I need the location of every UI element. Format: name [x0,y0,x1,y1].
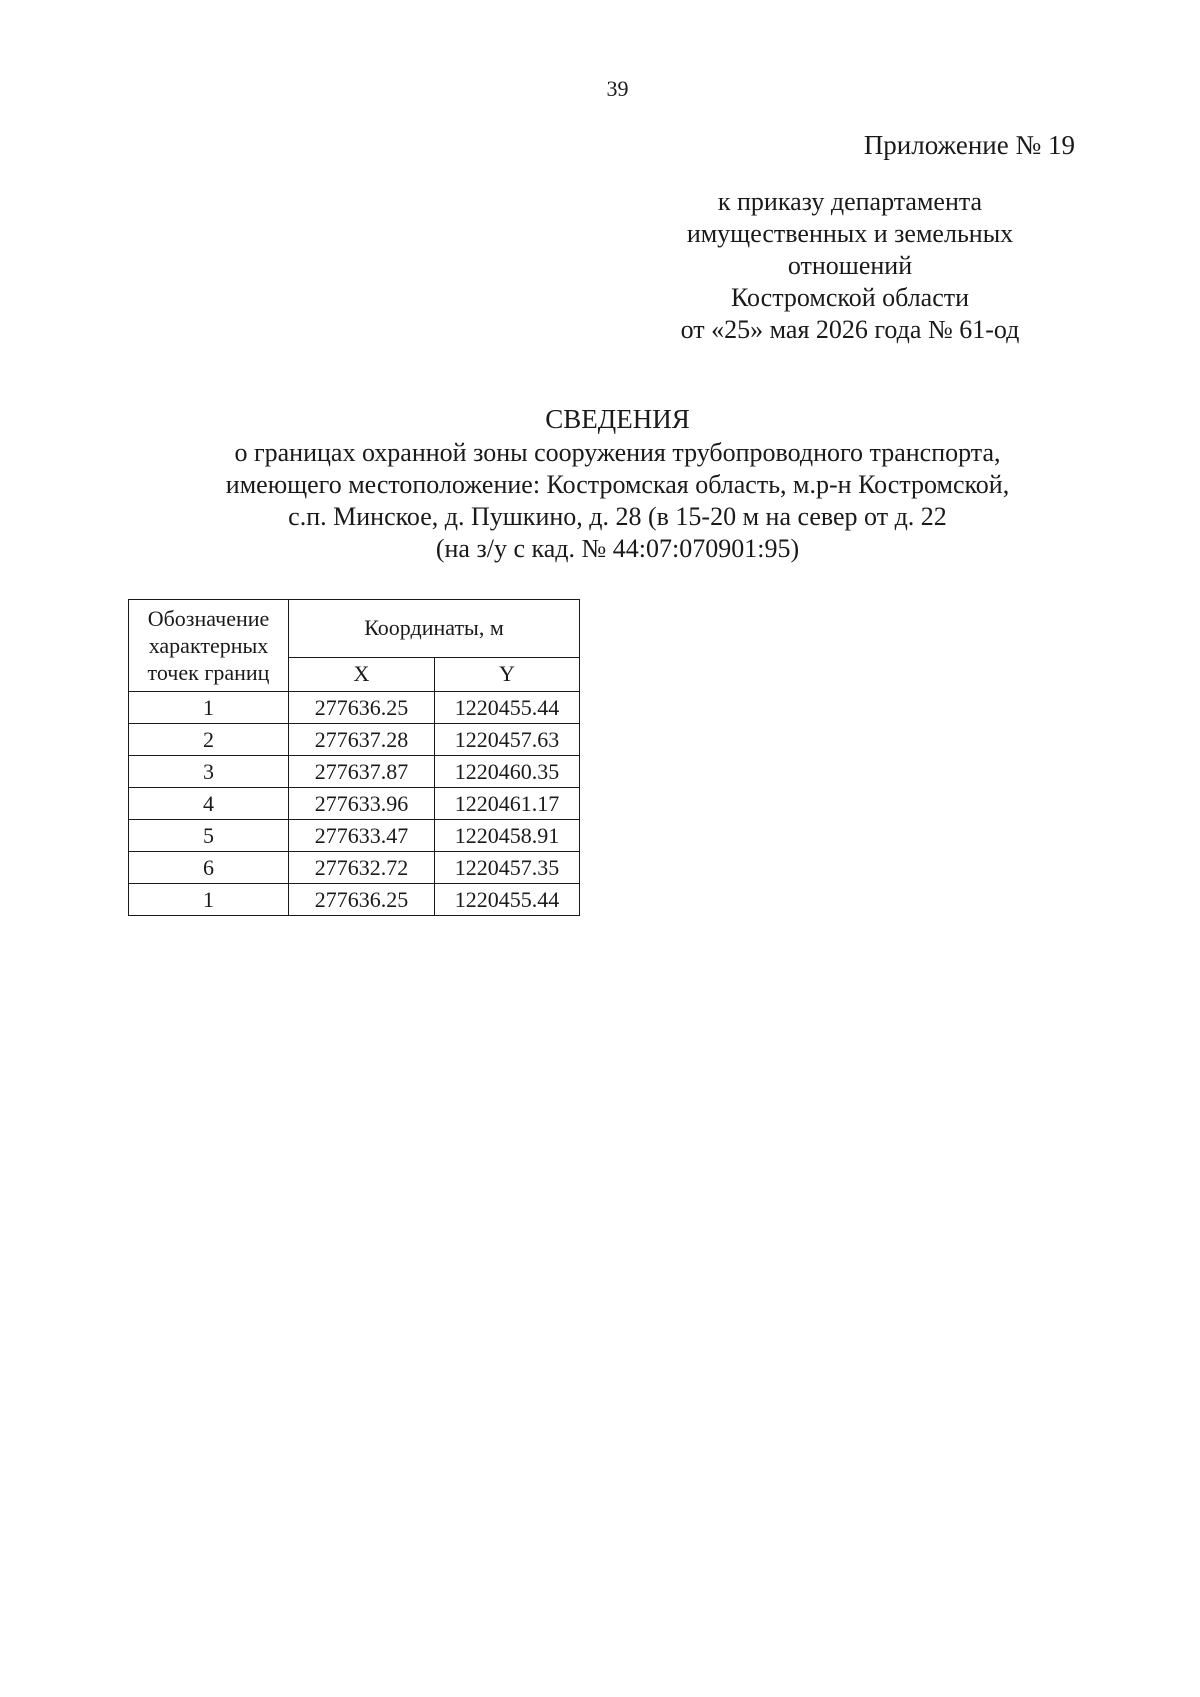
y-cell: 1220460.35 [435,756,580,788]
table-row [129,692,580,724]
point-cell: 1 [129,884,289,916]
order-line: Костромской области [730,283,970,312]
point-cell: 3 [129,756,289,788]
point-cell: 6 [129,852,289,884]
header-point-designation: Обозначение характерных точек границ [129,600,289,692]
document-title: СВЕДЕНИЯ [545,404,690,434]
table-row [129,756,580,788]
document-heading [0,403,1200,565]
order-line: от «25» мая 2026 года № 61-од [680,315,1020,344]
coordinates-table [128,599,580,916]
point-cell: 1 [129,692,289,724]
x-cell: 277636.25 [289,884,435,916]
table-row [129,852,580,884]
header-y: Y [435,657,580,692]
table-row [129,724,580,756]
heading-line: (на з/у с кад. № 44:07:070901:95) [435,534,800,563]
y-cell: 1220458.91 [435,820,580,852]
heading-line: имеющего местоположение: Костромская область, м.р-н Костромской, [225,470,1010,499]
table-row [129,820,580,852]
header-coordinates: Координаты, м [289,600,580,658]
x-cell: 277637.28 [289,724,435,756]
point-cell: 4 [129,788,289,820]
table-row [129,788,580,820]
x-cell: 277632.72 [289,852,435,884]
page-number: 39 [606,76,629,101]
y-cell: 1220455.44 [435,884,580,916]
y-cell: 1220461.17 [435,788,580,820]
header-x: X [289,657,435,692]
order-reference [600,186,1100,346]
x-cell: 277633.96 [289,788,435,820]
y-cell: 1220457.35 [435,852,580,884]
y-cell: 1220455.44 [435,692,580,724]
appendix-title: Приложение № 19 [863,130,1075,160]
x-cell: 277637.87 [289,756,435,788]
x-cell: 277636.25 [289,692,435,724]
heading-line: с.п. Минское, д. Пушкино, д. 28 (в 15-20 м на север от д. 22 [288,502,947,531]
table-row [129,884,580,916]
order-line: имущественных и земельных [686,219,1014,248]
order-line: отношений [787,251,913,280]
order-line: к приказу департамента [717,187,983,216]
x-cell: 277633.47 [289,820,435,852]
point-cell: 5 [129,820,289,852]
heading-line: о границах охранной зоны сооружения трубопроводного транспорта, [234,438,1001,467]
point-cell: 2 [129,724,289,756]
y-cell: 1220457.63 [435,724,580,756]
